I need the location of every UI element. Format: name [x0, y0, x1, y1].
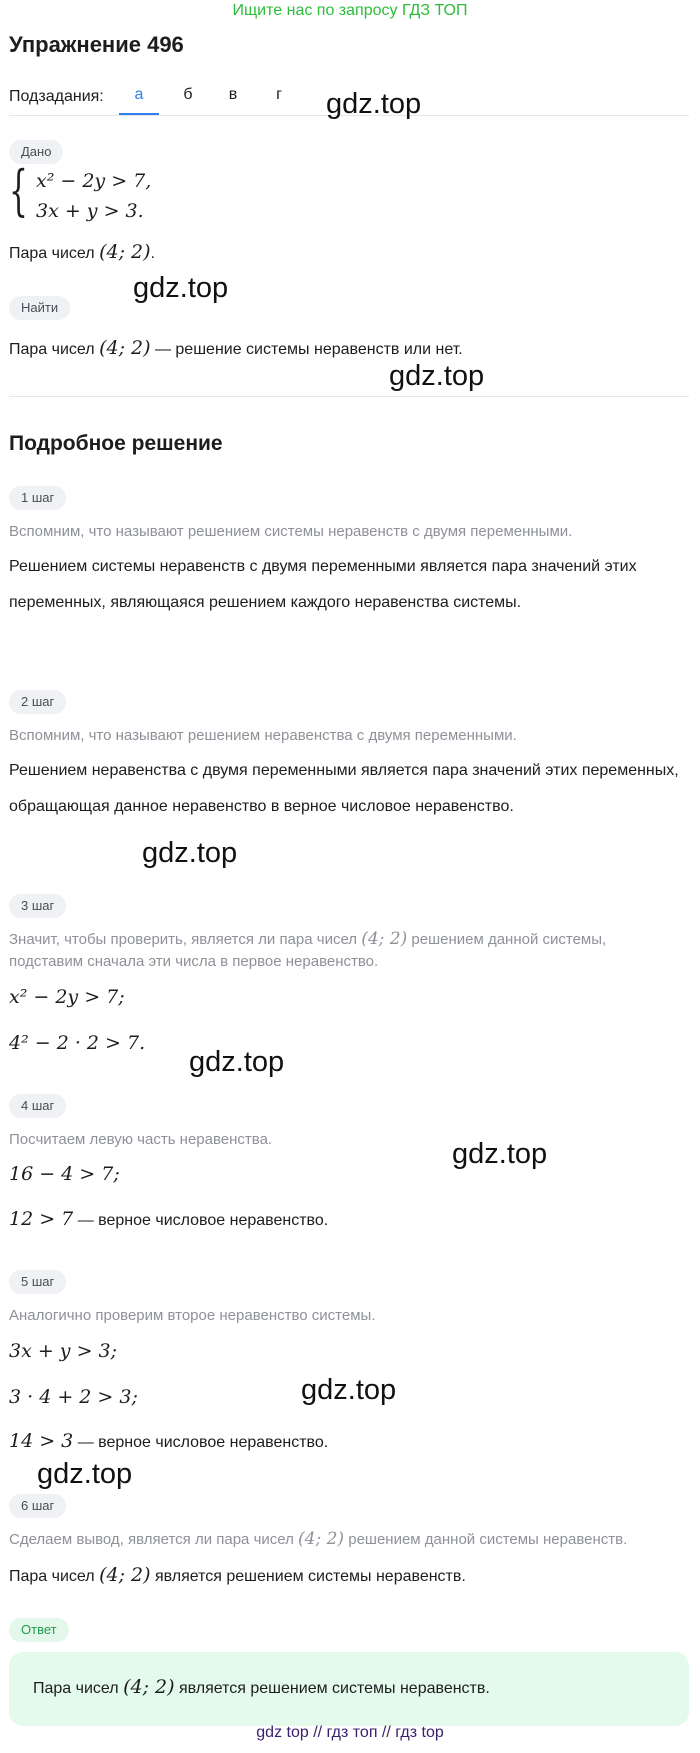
find-text: Пара чисел (4; 2) — решение системы неравенств или нет. — [9, 337, 463, 359]
step-5-eq-3: 14 > 3 — верное числовое неравенство. — [9, 1430, 329, 1452]
step-6-hint: Сделаем вывод, является ли пара чисел (4; 2) решением данной системы неравенств. — [9, 1529, 628, 1549]
tab-subtask-g[interactable]: г — [276, 86, 282, 103]
watermark: gdz.top — [389, 360, 485, 392]
answer-pill: Ответ — [9, 1618, 69, 1642]
step-2-pill: 2 шаг — [9, 690, 66, 714]
step-2-hint: Вспомним, что называют решением неравенства с двумя переменными. — [9, 727, 517, 744]
step-3-eq-1: x² − 2y > 7; — [9, 986, 125, 1008]
watermark: gdz.top — [142, 837, 238, 869]
step-3-hint-line2: подставим сначала эти числа в первое неравенство. — [9, 953, 379, 970]
find-pill: Найти — [9, 296, 70, 320]
inequality-system — [9, 159, 309, 226]
step-6-text: Пара чисел (4; 2) является решением системы неравенств. — [9, 1564, 466, 1586]
step-3-pill: 3 шаг — [9, 894, 66, 918]
page-title: Упражнение 496 — [9, 32, 184, 57]
given-pair: Пара чисел (4; 2). — [9, 241, 155, 263]
step-1-hint: Вспомним, что называют решением системы неравенств с двумя переменными. — [9, 523, 573, 540]
step-4-eq-2: 12 > 7 — верное числовое неравенство. — [9, 1208, 329, 1230]
step-4-hint: Посчитаем левую часть неравенства. — [9, 1131, 273, 1148]
step-5-eq-1: 3x + y > 3; — [9, 1340, 118, 1362]
tab-subtask-v[interactable]: в — [228, 86, 238, 103]
subtasks-label: Подзадания: — [9, 88, 104, 105]
step-3-eq-2: 4² − 2 · 2 > 7. — [9, 1032, 146, 1054]
step-5-eq-2: 3 · 4 + 2 > 3; — [9, 1386, 138, 1408]
brace-icon: { — [9, 159, 28, 222]
step-4-pill: 4 шаг — [9, 1094, 66, 1118]
watermark: gdz.top — [326, 88, 422, 120]
search-banner: Ищите нас по запросу ГДЗ ТОП — [232, 2, 468, 19]
system-line-2: 3x + y > 3. — [36, 200, 144, 222]
step-4-eq-1: 16 − 4 > 7; — [9, 1163, 120, 1185]
watermark: gdz.top — [301, 1374, 397, 1406]
watermark: gdz.top — [452, 1138, 548, 1170]
system-line-1: x² − 2y > 7, — [36, 170, 152, 192]
answer-box — [9, 1652, 689, 1726]
given-pill: Дано — [9, 140, 63, 164]
step-1-pill: 1 шаг — [9, 486, 66, 510]
step-6-pill: 6 шаг — [9, 1494, 66, 1518]
watermark: gdz.top — [37, 1458, 133, 1490]
solution-title: Подробное решение — [9, 432, 223, 455]
step-5-hint: Аналогично проверим второе неравенство системы. — [9, 1307, 376, 1324]
tab-subtask-b[interactable]: б — [183, 86, 193, 103]
tab-subtask-a[interactable]: а — [119, 86, 159, 115]
footer-links[interactable]: gdz top // гдз топ // гдз top — [256, 1724, 444, 1741]
answer-text: Пара чисел (4; 2) является решением системы неравенств. — [33, 1676, 490, 1698]
divider — [9, 396, 689, 397]
step-5-pill: 5 шаг — [9, 1270, 66, 1294]
step-3-hint: Значит, чтобы проверить, является ли пара чисел (4; 2) решением данной системы, — [9, 929, 607, 949]
watermark: gdz.top — [133, 272, 229, 304]
step-1-text: Решением системы неравенств с двумя переменными является пара значений этих переменных, являющаяся решением каждого неравенства системы. — [9, 558, 637, 611]
watermark: gdz.top — [189, 1046, 285, 1078]
step-2-text: Решением неравенства с двумя переменными является пара значений этих переменных, обращающая данное неравенство в верное числовое неравенство. — [9, 762, 679, 815]
